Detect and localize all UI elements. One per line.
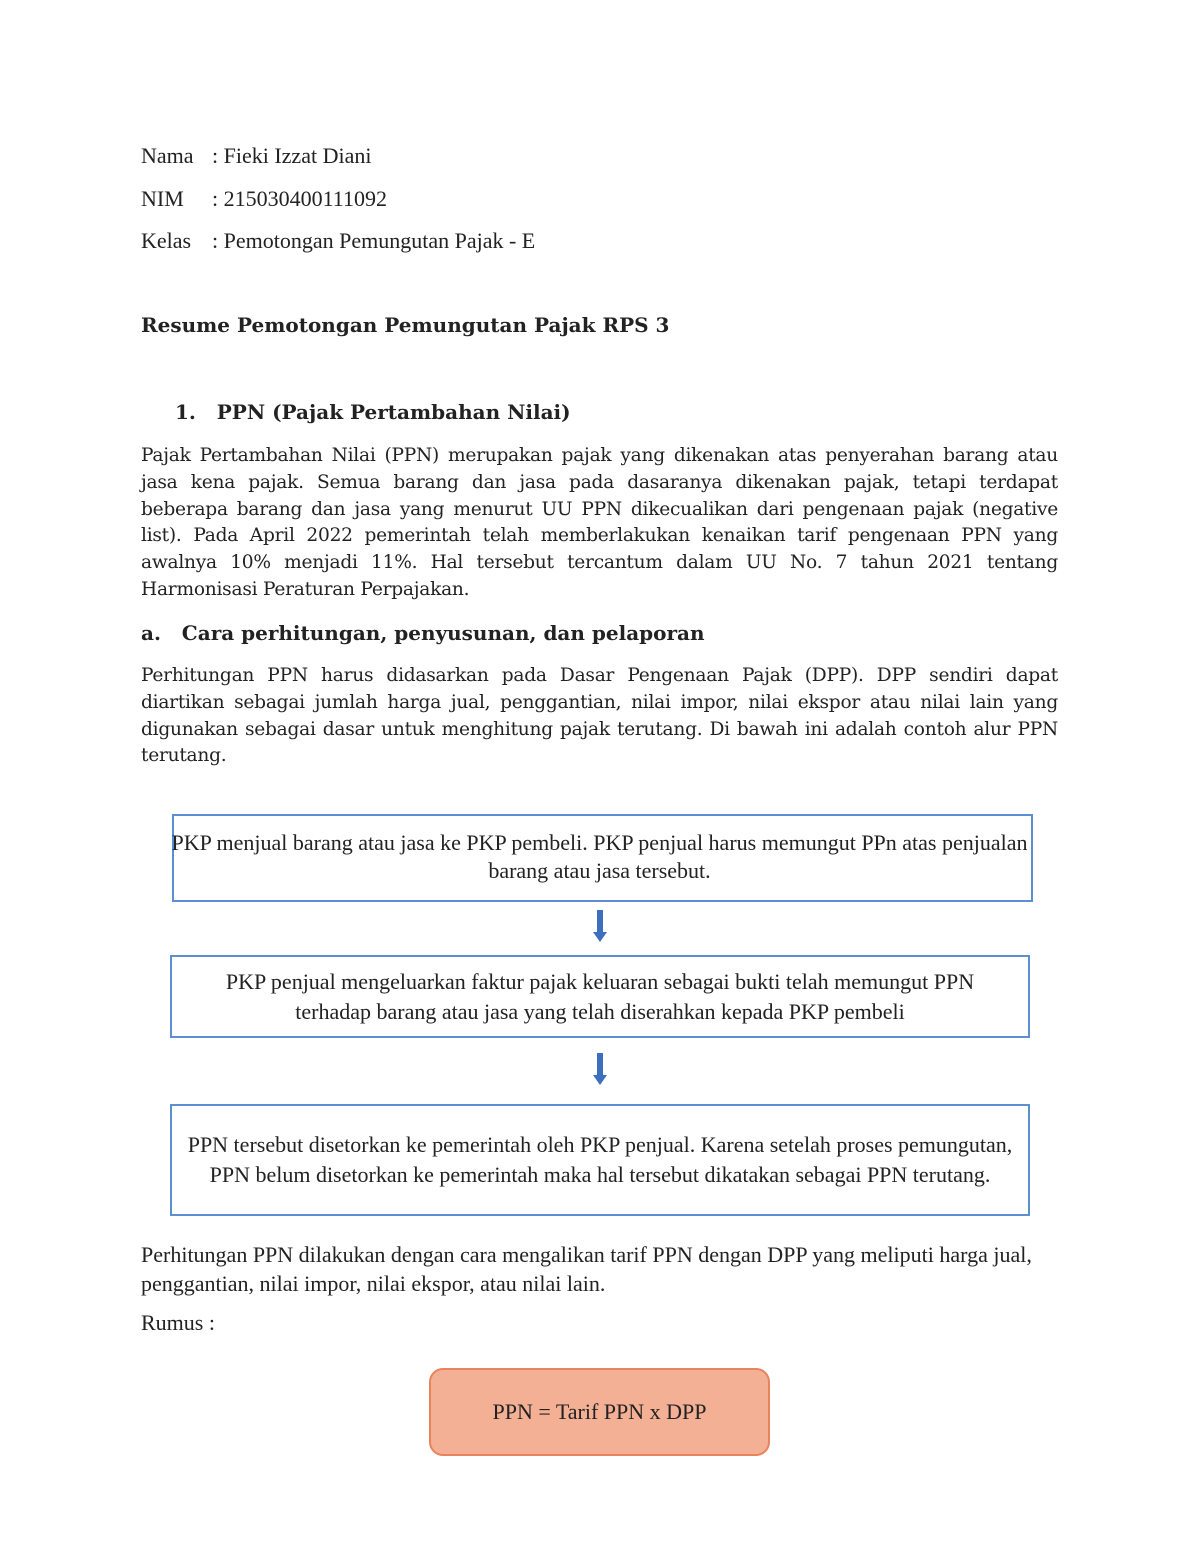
nama-label: Nama	[141, 143, 194, 168]
arrow-down-icon	[596, 1053, 604, 1089]
subsection-heading-a: a. Cara perhitungan, penyusunan, dan pelaporan	[141, 621, 705, 645]
nim-label: NIM	[141, 186, 184, 211]
formula-box: PPN = Tarif PPN x DPP	[429, 1368, 770, 1456]
section-paragraph-ppn: Pajak Pertambahan Nilai (PPN) merupakan pajak yang dikenakan atas penyerahan barang atau jasa kena pajak. Semua barang dan jasa pada dasaranya dikenakan pajak, tetapi terdapat beberapa barang dan jasa yang menurut UU PPN dikecualikan dari pengenaan pajak (negative list). Pada April 2022 pemerintah telah memberlakukan kenaikan tarif pengenaan PPN yang awalnya 10% menjadi 11%. Hal tersebut tercantum dalam UU No. 7 tahun 2021 tentang Harmonisasi Peraturan Perpajakan.	[141, 445, 1058, 600]
section-heading-ppn: 1. PPN (Pajak Pertambahan Nilai)	[175, 400, 571, 424]
rumus-label: Rumus :	[141, 1310, 215, 1335]
flow-step1-text: PKP menjual barang atau jasa ke PKP pembeli. PKP penjual harus memungut PPn atas penjualan barang atau jasa tersebut.	[171, 830, 1028, 883]
document-title: Resume Pemotongan Pemungutan Pajak RPS 3	[141, 313, 670, 337]
subsection-paragraph-a: Perhitungan PPN harus didasarkan pada Dasar Pengenaan Pajak (DPP). DPP sendiri dapat diartikan sebagai jumlah harga jual, penggantian, nilai impor, nilai ekspor atau nilai lain yang digunakan sebagai dasar untuk menghitung pajak terutang. Di bawah ini adalah contoh alur PPN terutang.	[141, 665, 1058, 767]
flow-box-step2: PKP penjual mengeluarkan faktur pajak keluaran sebagai bukti telah memungut PPN terhadap barang atau jasa yang telah diserahkan kepada PKP pembeli	[170, 955, 1030, 1038]
nim-value: : 215030400111092	[212, 186, 387, 211]
kelas-label: Kelas	[141, 228, 192, 253]
after-flow-paragraph: Perhitungan PPN dilakukan dengan cara mengalikan tarif PPN dengan DPP yang meliputi harga jual, penggantian, nilai impor, nilai ekspor, atau nilai lain.	[141, 1242, 1032, 1296]
flow-box-step3: PPN tersebut disetorkan ke pemerintah oleh PKP penjual. Karena setelah proses pemungutan, PPN belum disetorkan ke pemerintah maka hal tersebut dikatakan sebagai PPN terutang.	[170, 1104, 1030, 1216]
arrow-down-icon	[596, 910, 604, 946]
kelas-value: : Pemotongan Pemungutan Pajak - E	[212, 228, 536, 253]
nama-value: : Fieki Izzat Diani	[212, 143, 372, 168]
